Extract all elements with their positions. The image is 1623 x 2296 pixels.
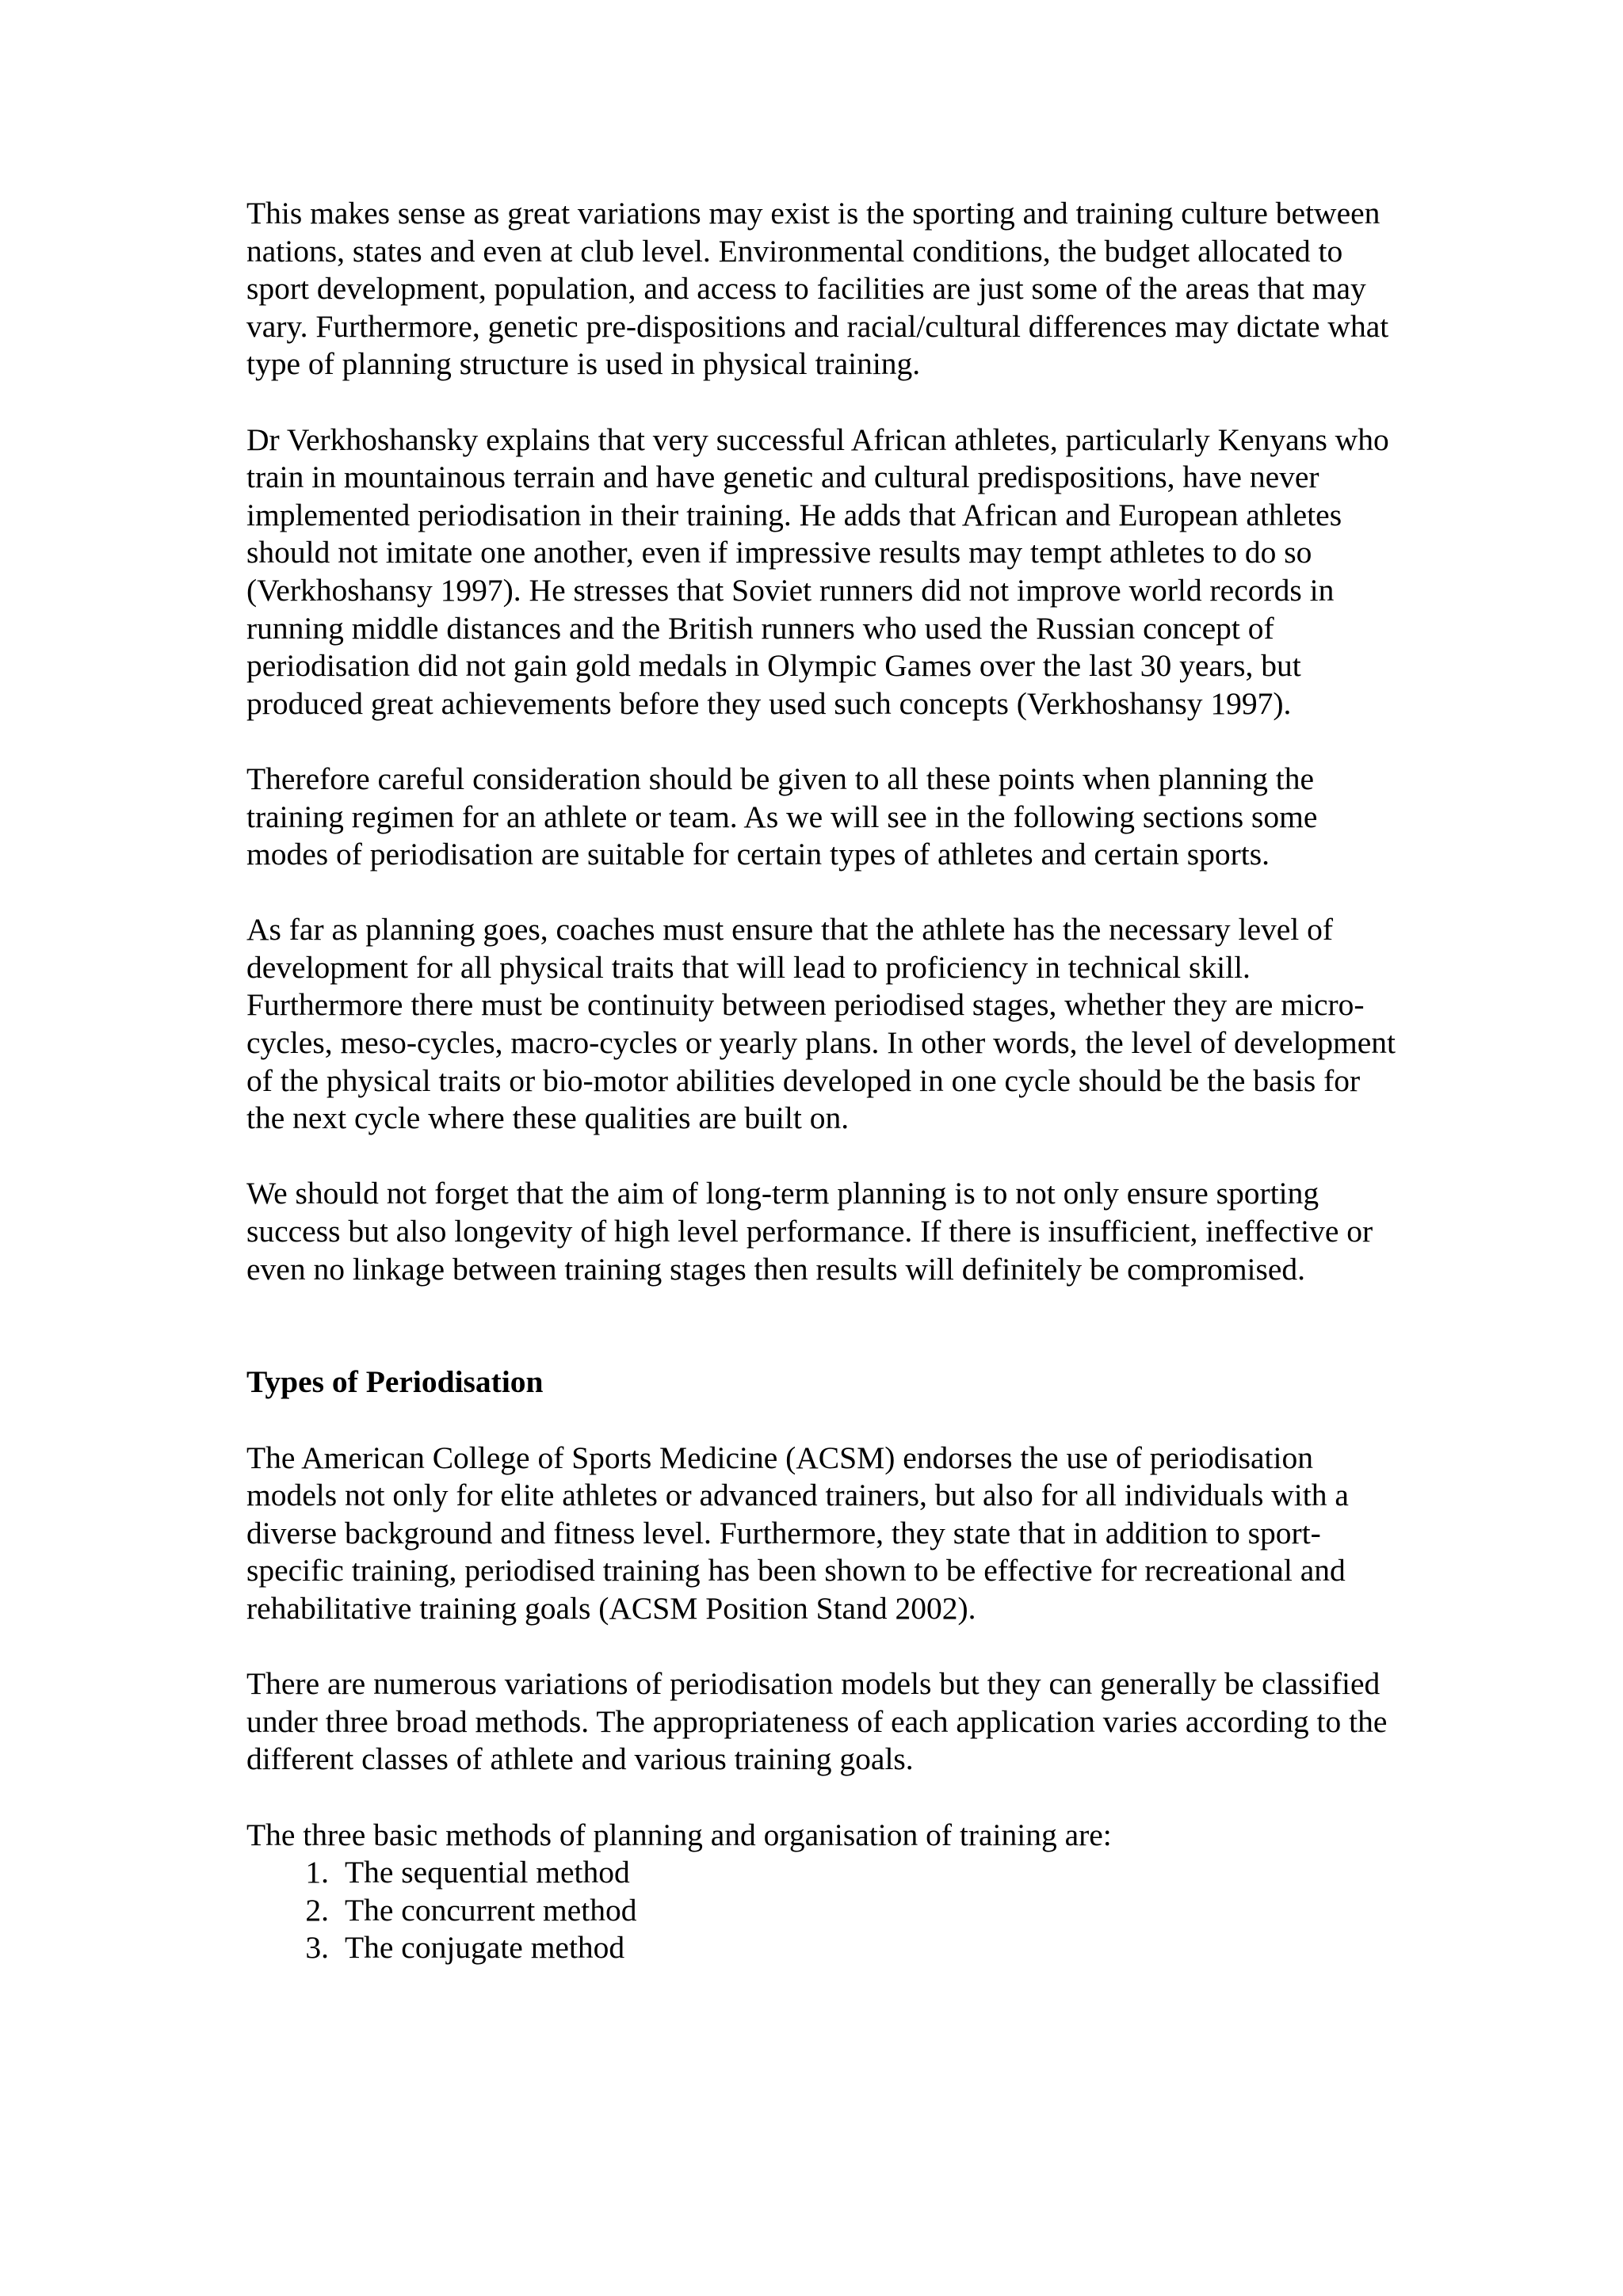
list-item-number: 1. xyxy=(305,1855,329,1890)
paragraph-acsm: The American College of Sports Medicine (ACSM) endorses the use of periodisation models not only for elite athletes or advanced trainers, but also for all individuals with a diverse background and fitness level. Furthermore, they state that in addition to sport-specific training, periodised training has been shown to be effective for recreational and rehabilitative training goals (ACSM Position Stand 2002). xyxy=(246,1440,1349,1626)
document-page xyxy=(246,195,1403,1967)
list-item-text: The concurrent method xyxy=(345,1892,637,1928)
list-item-number: 2. xyxy=(305,1892,329,1928)
paragraph-careful-consideration: Therefore careful consideration should be given to all these points when planning the training regimen for an athlete or team. As we will see in the following sections some modes of periodisation are suitable for certain types of athletes and certain sports. xyxy=(246,761,1318,872)
list-item xyxy=(246,1929,1403,1967)
paragraph-variations: There are numerous variations of periodisation models but they can generally be classified under three broad methods. The appropriateness of each application varies according to the different classes of athlete and various training goals. xyxy=(246,1666,1388,1777)
section-spacer xyxy=(246,1326,1403,1364)
paragraph-culture-variations: This makes sense as great variations may exist is the sporting and training culture between nations, states and even at club level. Environmental conditions, the budget allocated to sport development, population, and access to facilities are just some of the areas that may vary. Furthermore, genetic pre-dispositions and racial/cultural differences may dictate what type of planning structure is used in physical training. xyxy=(246,196,1389,382)
list-item xyxy=(246,1892,1403,1930)
list-item-number: 3. xyxy=(305,1930,329,1966)
paragraph-long-term-planning: We should not forget that the aim of long-term planning is to not only ensure sporting success but also longevity of high level performance. If there is insufficient, ineffective or even no linkage between training stages then results will definitely be compromised. xyxy=(246,1176,1373,1287)
paragraph-verkhoshansky: Dr Verkhoshansky explains that very successful African athletes, particularly Kenyans who train in mountainous terrain and have genetic and cultural predispositions, have never implemented periodisation in their training. He adds that African and European athletes should not imitate one another, even if impressive results may tempt athletes to do so (Verkhoshansy 1997). He stresses that Soviet runners did not improve world records in running middle distances and the British runners who used the Russian concept of periodisation did not gain gold medals in Olympic Games over the last 30 years, but produced great achievements before they used such concepts (Verkhoshansy 1997). xyxy=(246,421,1389,721)
methods-list xyxy=(246,1854,1403,1967)
section-heading: Types of Periodisation xyxy=(246,1364,544,1400)
list-item-text: The sequential method xyxy=(345,1855,630,1890)
list-intro: The three basic methods of planning and organisation of training are: xyxy=(246,1817,1112,1852)
paragraph-planning-continuity: As far as planning goes, coaches must ensure that the athlete has the necessary level of development for all physical traits that will lead to proficiency in technical skill. Furthermore there must be continuity between periodised stages, whether they are micro-cycles, meso-cycles, macro-cycles or yearly plans. In other words, the level of development of the physical traits or bio-motor abilities developed in one cycle should be the basis for the next cycle where these qualities are built on. xyxy=(246,912,1396,1136)
list-item xyxy=(246,1854,1403,1892)
list-item-text: The conjugate method xyxy=(345,1930,625,1966)
